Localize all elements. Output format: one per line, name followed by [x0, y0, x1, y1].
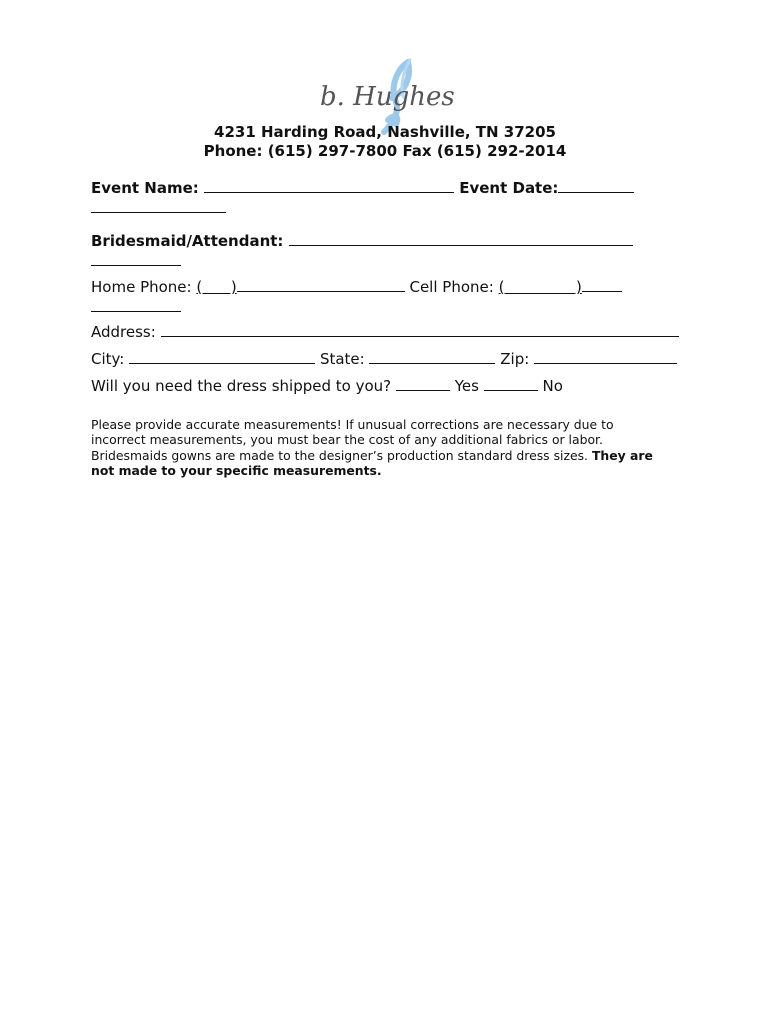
cell-phone-field[interactable]: [582, 277, 622, 292]
address-field[interactable]: [161, 322, 679, 337]
city-row: [91, 349, 677, 368]
phone-row-wrap: [91, 297, 181, 316]
notice-bold-text: They are not made to your specific measurements.: [91, 447, 653, 479]
event-row: [91, 178, 634, 197]
address-row: [91, 322, 679, 341]
cell-phone-label: Cell Phone:: [409, 278, 494, 296]
store-address: 4231 Harding Road, Nashville, TN 37205: [214, 123, 556, 141]
home-phone-label: Home Phone:: [91, 278, 192, 296]
zip-label: Zip:: [500, 350, 530, 368]
event-name-label: Event Name:: [91, 179, 199, 197]
cell-phone-field-cont[interactable]: [91, 297, 181, 312]
shipping-yes-label: Yes: [454, 377, 479, 395]
event-date-field-cont[interactable]: [91, 198, 226, 213]
address-label: Address:: [91, 323, 156, 341]
city-label: City:: [91, 350, 125, 368]
home-phone-area-code[interactable]: ( ): [196, 278, 237, 296]
state-field[interactable]: [369, 349, 495, 364]
measurement-notice: [91, 417, 671, 479]
zip-field[interactable]: [534, 349, 677, 364]
event-name-field[interactable]: [204, 178, 454, 193]
home-phone-field[interactable]: [237, 277, 405, 292]
svg-text:b. Hughes: b. Hughes: [320, 82, 455, 112]
event-date-label: Event Date:: [459, 179, 559, 197]
shipping-yes-field[interactable]: [396, 376, 450, 391]
shipping-question: Will you need the dress shipped to you?: [91, 377, 392, 395]
shipping-no-label: No: [542, 377, 563, 395]
attendant-row-wrap: [91, 251, 181, 270]
cell-phone-area-code[interactable]: ( ): [498, 278, 582, 296]
state-label: State:: [319, 350, 365, 368]
shipping-no-field[interactable]: [484, 376, 538, 391]
attendant-label: Bridesmaid/Attendant:: [91, 232, 284, 250]
shipping-row: [91, 376, 563, 395]
event-row-wrap: [91, 198, 226, 217]
store-phones: Phone: (615) 297-7800 Fax (615) 292-2014: [203, 142, 567, 160]
phone-row: [91, 277, 622, 296]
notice-text: Please provide accurate measurements! If unusual corrections are necessary due to incorrect measurements, you must bear the cost of any additional fabrics or labor. Bridesmaids gowns are made to the designer’s production standard dress sizes.: [91, 417, 614, 463]
attendant-row: [91, 231, 633, 250]
attendant-field-cont[interactable]: [91, 251, 181, 266]
city-field[interactable]: [129, 349, 315, 364]
attendant-field[interactable]: [289, 231, 633, 246]
event-date-field[interactable]: [558, 178, 634, 193]
